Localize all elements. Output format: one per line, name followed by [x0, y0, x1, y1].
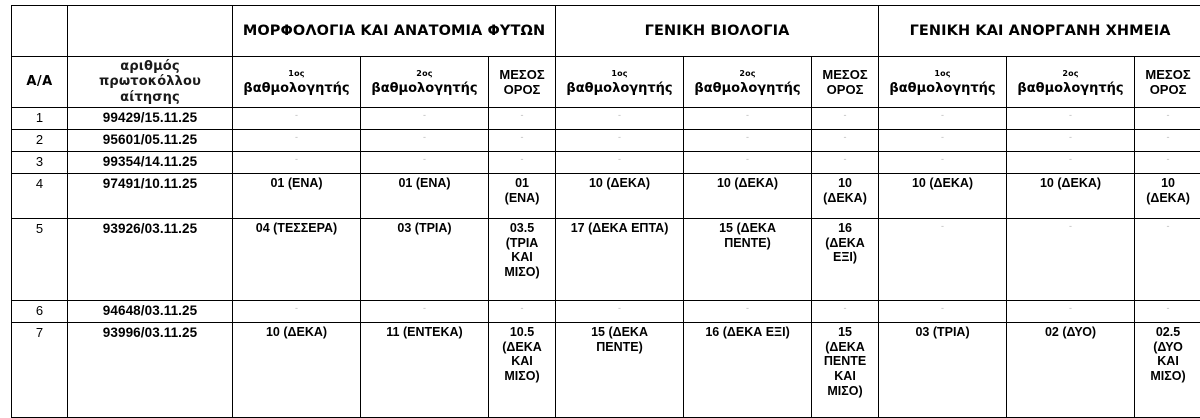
- cell-chem-grader2: [1007, 173, 1135, 218]
- cell-line: -: [881, 132, 1004, 143]
- cell-morf-average: [489, 322, 556, 417]
- cell-line: 04 (ΤΕΣΣΕΡΑ): [235, 221, 358, 236]
- cell-line: -: [1137, 303, 1199, 314]
- column-header-chem-grader2: [1007, 57, 1135, 108]
- cell-line: ΚΑΙ: [491, 250, 553, 265]
- cell-line: ΠΕΝΤΕ): [686, 236, 809, 251]
- cell-bio-grader2: [684, 322, 812, 417]
- cell-line: -: [1009, 221, 1132, 232]
- morf-grader1-ordinal: 1ος: [236, 68, 357, 81]
- cell-chem-average: [1135, 173, 1200, 218]
- cell-line: (ΔΕΚΑ: [491, 340, 553, 355]
- cell-morf-grader1: [233, 322, 361, 417]
- group-header-geniki-anorgani-ximeia: ΓΕΝΙΚΗ ΚΑΙ ΑΝΟΡΓΑΝΗ ΧΗΜΕΙΑ: [879, 6, 1200, 57]
- cell-line: -: [881, 303, 1004, 314]
- cell-bio-grader1: [556, 173, 684, 218]
- cell-morf-grader2-empty: [361, 107, 489, 129]
- grades-table: [11, 5, 1200, 418]
- cell-line: -: [1009, 110, 1132, 121]
- cell-line: -: [363, 303, 486, 314]
- table-head: [12, 6, 1200, 108]
- column-header-chem-average: [1135, 57, 1200, 108]
- column-header-chem-grader1: [879, 57, 1007, 108]
- cell-chem-average-empty: [1135, 107, 1200, 129]
- cell-morf-grader1-empty: [233, 151, 361, 173]
- column-header-aa: Α/Α: [12, 57, 68, 108]
- cell-line: ΚΑΙ: [1137, 354, 1199, 369]
- cell-line: -: [881, 110, 1004, 121]
- cell-aa: 6: [12, 300, 68, 322]
- cell-chem-grader1: [879, 322, 1007, 417]
- cell-bio-average-empty: [812, 129, 879, 151]
- column-header-bio-grader2: [684, 57, 812, 108]
- column-header-morf-grader1: [233, 57, 361, 108]
- cell-protocol-number: 99354/14.11.25: [68, 151, 233, 173]
- cell-line: (ΔΕΚΑ): [1137, 191, 1199, 206]
- chem-grader1-ordinal: 1ος: [882, 68, 1003, 81]
- column-header-bio-grader1: [556, 57, 684, 108]
- chem-average-line2: ΟΡΟΣ: [1138, 82, 1198, 97]
- cell-line: -: [1009, 154, 1132, 165]
- cell-line: 17 (ΔΕΚΑ ΕΠΤΑ): [558, 221, 681, 236]
- cell-protocol-number: 93926/03.11.25: [68, 218, 233, 300]
- cell-line: -: [363, 132, 486, 143]
- cell-line: 02.5: [1137, 325, 1199, 340]
- cell-bio-grader1: [556, 218, 684, 300]
- cell-bio-grader2-empty: [684, 107, 812, 129]
- cell-line: -: [686, 303, 809, 314]
- cell-protocol-number: 95601/05.11.25: [68, 129, 233, 151]
- cell-line: -: [1137, 154, 1199, 165]
- cell-chem-grader2: [1007, 322, 1135, 417]
- cell-line: 03.5: [491, 221, 553, 236]
- cell-bio-average: [812, 218, 879, 300]
- cell-line: 11 (ΕΝΤΕΚΑ): [363, 325, 486, 340]
- cell-bio-average-empty: [812, 300, 879, 322]
- cell-chem-grader2-empty: [1007, 151, 1135, 173]
- cell-line: 03 (ΤΡΙΑ): [363, 221, 486, 236]
- cell-chem-average-empty: [1135, 151, 1200, 173]
- cell-line: -: [686, 132, 809, 143]
- morf-grader2-ordinal: 2ος: [364, 68, 485, 81]
- cell-line: -: [235, 154, 358, 165]
- table-row: [12, 173, 1200, 218]
- cell-aa: 3: [12, 151, 68, 173]
- table-row: [12, 218, 1200, 300]
- cell-morf-grader2-empty: [361, 129, 489, 151]
- cell-protocol-number: 93996/03.11.25: [68, 322, 233, 417]
- cell-line: -: [235, 303, 358, 314]
- cell-protocol-number: 99429/15.11.25: [68, 107, 233, 129]
- cell-line: 10 (ΔΕΚΑ): [1009, 176, 1132, 191]
- cell-morf-grader1-empty: [233, 300, 361, 322]
- cell-chem-grader2-empty: [1007, 218, 1135, 300]
- cell-line: 03 (ΤΡΙΑ): [881, 325, 1004, 340]
- cell-line: -: [491, 303, 553, 314]
- group-header-blank-protocol: [68, 6, 233, 57]
- protocol-header-line1: αριθμός πρωτοκόλλου: [99, 59, 201, 89]
- bio-grader1-label: βαθμολογητής: [566, 81, 672, 96]
- cell-line: 10 (ΔΕΚΑ): [881, 176, 1004, 191]
- bio-average-line2: ΟΡΟΣ: [815, 82, 875, 97]
- cell-morf-grader2: [361, 322, 489, 417]
- cell-line: 16 (ΔΕΚΑ ΕΞΙ): [686, 325, 809, 340]
- cell-line: -: [814, 303, 876, 314]
- cell-line: ΠΕΝΤΕ: [814, 354, 876, 369]
- cell-bio-grader1-empty: [556, 107, 684, 129]
- cell-line: 15 (ΔΕΚΑ: [558, 325, 681, 340]
- table-row: [12, 129, 1200, 151]
- cell-line: -: [491, 154, 553, 165]
- cell-line: -: [1137, 110, 1199, 121]
- bio-grader1-ordinal: 1ος: [559, 68, 680, 81]
- column-header-protocol: [68, 57, 233, 108]
- cell-chem-grader2-empty: [1007, 129, 1135, 151]
- chem-grader1-label: βαθμολογητής: [889, 81, 995, 96]
- cell-line: -: [363, 154, 486, 165]
- cell-morf-grader1: [233, 173, 361, 218]
- cell-morf-grader2-empty: [361, 300, 489, 322]
- morf-average-line2: ΟΡΟΣ: [492, 82, 552, 97]
- cell-line: 01 (ΕΝΑ): [363, 176, 486, 191]
- cell-line: 15: [814, 325, 876, 340]
- cell-chem-grader1-empty: [879, 129, 1007, 151]
- cell-bio-grader2-empty: [684, 129, 812, 151]
- cell-line: -: [814, 110, 876, 121]
- cell-line: -: [1137, 221, 1199, 232]
- cell-aa: 4: [12, 173, 68, 218]
- morf-grader2-label: βαθμολογητής: [371, 81, 477, 96]
- cell-line: 02 (ΔΥΟ): [1009, 325, 1132, 340]
- cell-bio-average-empty: [812, 151, 879, 173]
- cell-line: -: [235, 110, 358, 121]
- cell-line: -: [558, 132, 681, 143]
- cell-aa: 1: [12, 107, 68, 129]
- cell-chem-grader1-empty: [879, 107, 1007, 129]
- cell-protocol-number: 94648/03.11.25: [68, 300, 233, 322]
- cell-line: (ΔΕΚΑ: [814, 340, 876, 355]
- group-header-morfologia: ΜΟΡΦΟΛΟΓΙΑ ΚΑΙ ΑΝΑΤΟΜΙΑ ΦΥΤΩΝ: [233, 6, 556, 57]
- cell-line: -: [814, 154, 876, 165]
- cell-line: 15 (ΔΕΚΑ: [686, 221, 809, 236]
- cell-chem-grader2-empty: [1007, 300, 1135, 322]
- cell-morf-grader1-empty: [233, 107, 361, 129]
- cell-line: -: [1009, 303, 1132, 314]
- cell-morf-average-empty: [489, 129, 556, 151]
- bio-average-line1: ΜΕΣΟΣ: [822, 67, 867, 82]
- grades-table-container: [11, 5, 1186, 418]
- cell-line: ΜΙΣΟ): [491, 369, 553, 384]
- cell-line: -: [686, 154, 809, 165]
- cell-aa: 7: [12, 322, 68, 417]
- table-row: [12, 322, 1200, 417]
- cell-protocol-number: 97491/10.11.25: [68, 173, 233, 218]
- cell-bio-average: [812, 322, 879, 417]
- cell-line: ΜΙΣΟ): [491, 265, 553, 280]
- cell-line: ΜΙΣΟ): [1137, 369, 1199, 384]
- cell-bio-grader1-empty: [556, 129, 684, 151]
- cell-line: 10 (ΔΕΚΑ): [686, 176, 809, 191]
- cell-chem-grader1: [879, 173, 1007, 218]
- cell-line: -: [558, 110, 681, 121]
- cell-morf-grader2-empty: [361, 151, 489, 173]
- cell-aa: 2: [12, 129, 68, 151]
- cell-line: 10 (ΔΕΚΑ): [558, 176, 681, 191]
- cell-line: -: [363, 110, 486, 121]
- group-header-geniki-viologia: ΓΕΝΙΚΗ ΒΙΟΛΟΓΙΑ: [556, 6, 879, 57]
- column-header-morf-grader2: [361, 57, 489, 108]
- column-header-bio-average: [812, 57, 879, 108]
- cell-chem-grader1-empty: [879, 151, 1007, 173]
- cell-chem-average-empty: [1135, 300, 1200, 322]
- sub-header-row: [12, 57, 1200, 108]
- cell-bio-average-empty: [812, 107, 879, 129]
- cell-line: -: [491, 132, 553, 143]
- cell-line: 01: [491, 176, 553, 191]
- chem-grader2-ordinal: 2ος: [1010, 68, 1131, 81]
- cell-line: (ΤΡΙΑ: [491, 236, 553, 251]
- cell-line: ΕΞΙ): [814, 250, 876, 265]
- group-header-row: [12, 6, 1200, 57]
- column-header-morf-average: [489, 57, 556, 108]
- bio-grader2-label: βαθμολογητής: [694, 81, 800, 96]
- morf-grader1-label: βαθμολογητής: [243, 81, 349, 96]
- cell-line: (ΔΕΚΑ): [814, 191, 876, 206]
- cell-line: ΚΑΙ: [814, 369, 876, 384]
- cell-line: -: [1009, 132, 1132, 143]
- cell-line: -: [235, 132, 358, 143]
- cell-morf-average: [489, 218, 556, 300]
- cell-line: -: [558, 303, 681, 314]
- cell-bio-grader2: [684, 173, 812, 218]
- cell-bio-grader1: [556, 322, 684, 417]
- cell-chem-average-empty: [1135, 218, 1200, 300]
- cell-morf-grader2: [361, 218, 489, 300]
- cell-bio-grader2-empty: [684, 151, 812, 173]
- cell-bio-grader1-empty: [556, 300, 684, 322]
- table-row: [12, 300, 1200, 322]
- cell-morf-average-empty: [489, 300, 556, 322]
- cell-line: 10: [1137, 176, 1199, 191]
- cell-line: -: [814, 132, 876, 143]
- cell-chem-average: [1135, 322, 1200, 417]
- cell-line: -: [881, 221, 1004, 232]
- cell-bio-grader2-empty: [684, 300, 812, 322]
- cell-line: 01 (ΕΝΑ): [235, 176, 358, 191]
- cell-morf-grader1: [233, 218, 361, 300]
- cell-chem-grader1-empty: [879, 218, 1007, 300]
- cell-morf-grader2: [361, 173, 489, 218]
- cell-line: -: [1137, 132, 1199, 143]
- cell-line: -: [881, 154, 1004, 165]
- cell-line: ΜΙΣΟ): [814, 384, 876, 399]
- cell-bio-average: [812, 173, 879, 218]
- chem-grader2-label: βαθμολογητής: [1017, 81, 1123, 96]
- cell-line: -: [558, 154, 681, 165]
- cell-line: (ΕΝΑ): [491, 191, 553, 206]
- cell-line: ΠΕΝΤΕ): [558, 340, 681, 355]
- cell-line: (ΔΥΟ: [1137, 340, 1199, 355]
- cell-aa: 5: [12, 218, 68, 300]
- cell-line: 16: [814, 221, 876, 236]
- chem-average-line1: ΜΕΣΟΣ: [1145, 67, 1190, 82]
- bio-grader2-ordinal: 2ος: [687, 68, 808, 81]
- cell-line: 10: [814, 176, 876, 191]
- cell-morf-average: [489, 173, 556, 218]
- cell-bio-grader2: [684, 218, 812, 300]
- table-body: [12, 107, 1200, 417]
- table-row: [12, 151, 1200, 173]
- cell-line: -: [491, 110, 553, 121]
- table-row: [12, 107, 1200, 129]
- cell-chem-average-empty: [1135, 129, 1200, 151]
- cell-line: 10 (ΔΕΚΑ): [235, 325, 358, 340]
- morf-average-line1: ΜΕΣΟΣ: [499, 67, 544, 82]
- cell-bio-grader1-empty: [556, 151, 684, 173]
- cell-morf-grader1-empty: [233, 129, 361, 151]
- cell-line: (ΔΕΚΑ: [814, 236, 876, 251]
- protocol-header-line2: αίτησης: [120, 90, 180, 105]
- cell-chem-grader1-empty: [879, 300, 1007, 322]
- cell-morf-average-empty: [489, 151, 556, 173]
- cell-morf-average-empty: [489, 107, 556, 129]
- group-header-blank-aa: [12, 6, 68, 57]
- cell-line: ΚΑΙ: [491, 354, 553, 369]
- cell-line: -: [686, 110, 809, 121]
- cell-line: 10.5: [491, 325, 553, 340]
- cell-chem-grader2-empty: [1007, 107, 1135, 129]
